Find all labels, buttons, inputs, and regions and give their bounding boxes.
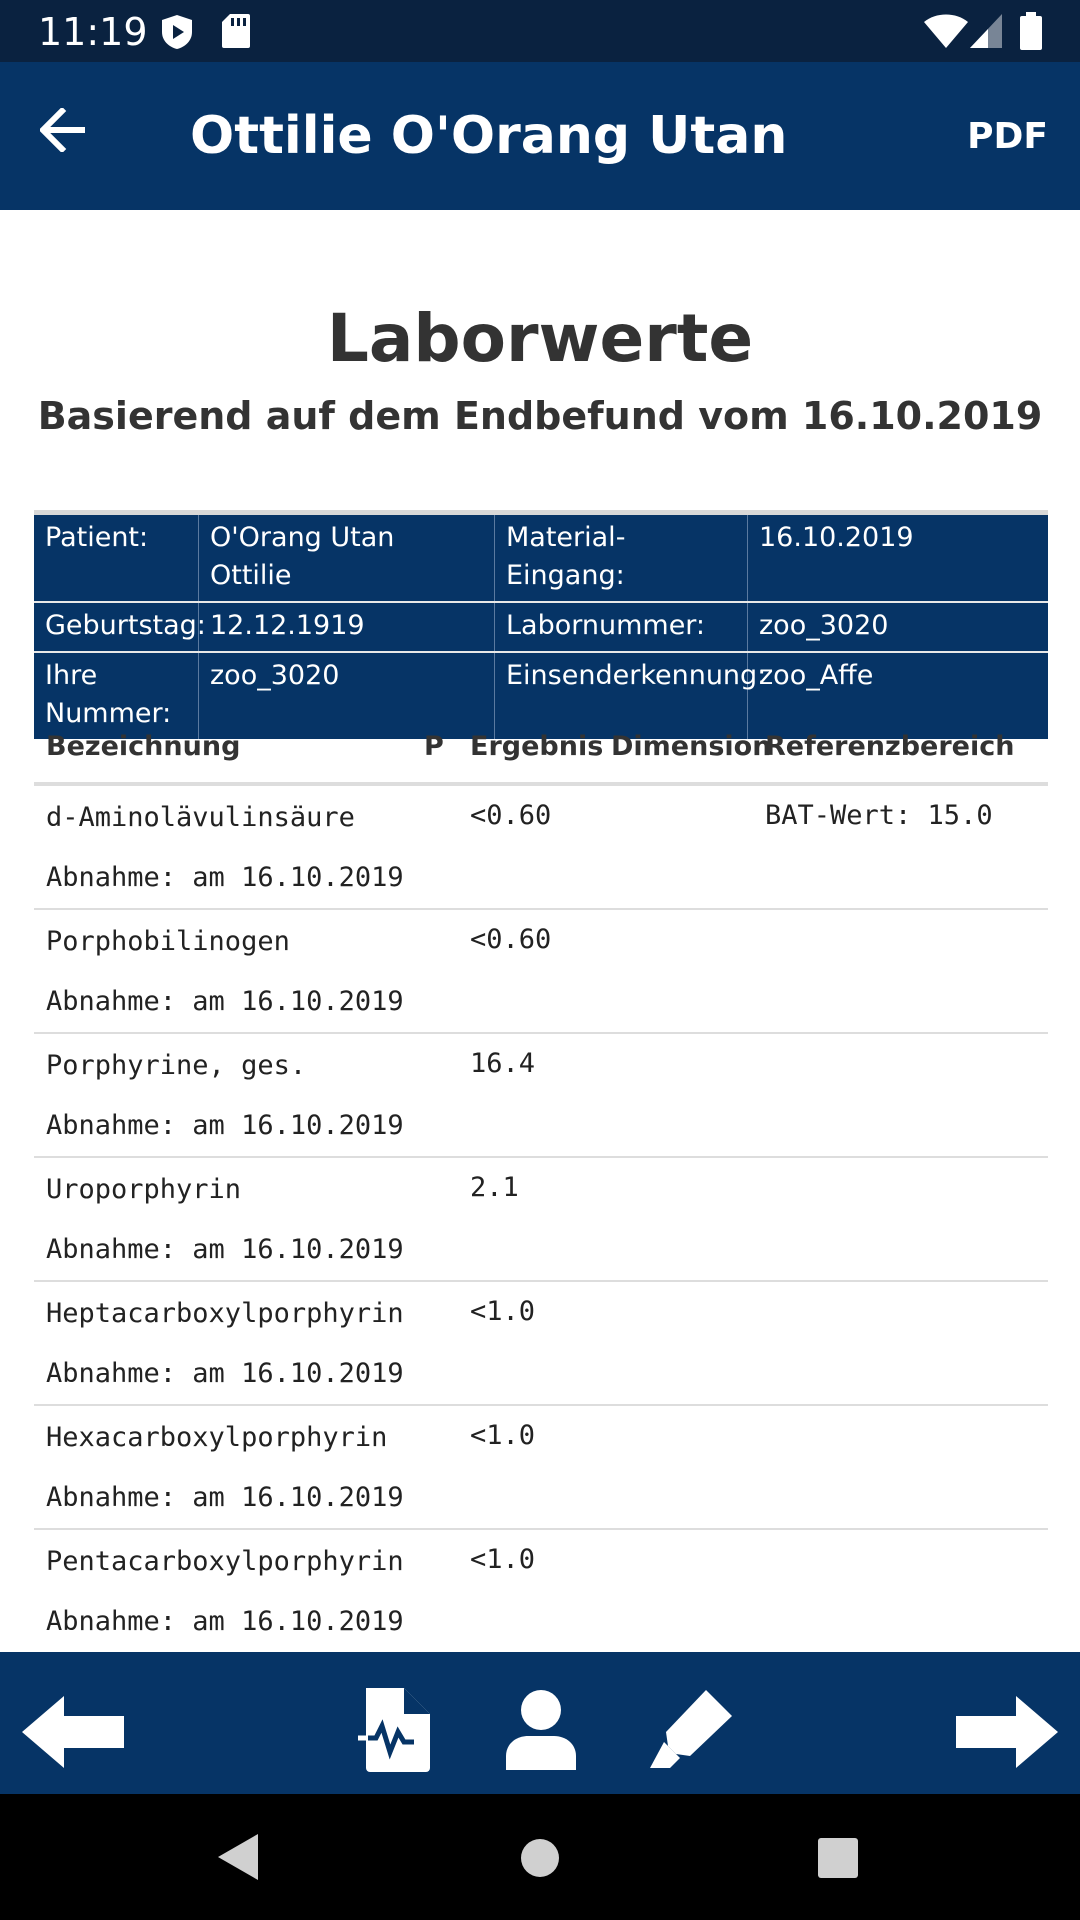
table-row[interactable] bbox=[34, 1406, 1048, 1530]
table-row[interactable] bbox=[34, 1034, 1048, 1158]
result-p bbox=[412, 1158, 458, 1280]
result-date: Abnahme: am 16.10.2019 bbox=[46, 1606, 404, 1637]
results-table bbox=[34, 710, 1048, 1652]
result-reference bbox=[753, 910, 1048, 1032]
info-label: Material-Eingang: bbox=[495, 515, 748, 601]
content-area[interactable] bbox=[0, 210, 1080, 1652]
result-reference bbox=[753, 1530, 1048, 1652]
header-ergebnis: Ergebnis bbox=[470, 730, 604, 762]
result-name-cell bbox=[34, 1160, 412, 1280]
result-p bbox=[412, 1406, 458, 1528]
result-name: Uroporphyrin bbox=[46, 1174, 242, 1205]
result-name: Porphyrine, ges. bbox=[46, 1050, 307, 1081]
nav-home-icon[interactable] bbox=[520, 1838, 560, 1883]
sd-card-icon bbox=[222, 14, 250, 53]
nav-back-icon[interactable] bbox=[218, 1834, 258, 1885]
result-name-cell bbox=[34, 788, 412, 908]
table-row[interactable] bbox=[34, 910, 1048, 1034]
info-label: Geburtstag: bbox=[34, 603, 199, 651]
result-dimension bbox=[599, 1034, 753, 1156]
info-value: zoo_3020 bbox=[759, 610, 889, 641]
result-name: Heptacarboxylporphyrin bbox=[46, 1298, 404, 1329]
result-value: 2.1 bbox=[470, 1172, 519, 1203]
result-p bbox=[412, 786, 458, 908]
info-label: Patient: bbox=[34, 515, 199, 601]
patient-name-title: Ottilie O'Orang Utan bbox=[190, 106, 788, 166]
user-icon[interactable] bbox=[506, 1690, 576, 1775]
result-dimension bbox=[599, 1406, 753, 1528]
status-time: 11:19 bbox=[38, 10, 148, 54]
result-name: Hexacarboxylporphyrin bbox=[46, 1422, 388, 1453]
system-nav-bar bbox=[0, 1794, 1080, 1920]
info-row bbox=[34, 603, 1048, 653]
result-date: Abnahme: am 16.10.2019 bbox=[46, 1234, 404, 1265]
result-name-cell bbox=[34, 1532, 412, 1652]
header-p: P bbox=[424, 730, 444, 762]
info-label: Einsenderkennung: bbox=[495, 653, 748, 739]
cell-signal-icon bbox=[970, 14, 1002, 53]
result-date: Abnahme: am 16.10.2019 bbox=[46, 862, 404, 893]
wifi-icon bbox=[924, 14, 968, 53]
arrow-left-icon[interactable] bbox=[22, 1696, 124, 1773]
result-p bbox=[412, 910, 458, 1032]
result-reference bbox=[753, 1282, 1048, 1404]
info-label: Labornummer: bbox=[495, 603, 748, 651]
battery-icon bbox=[1020, 12, 1042, 55]
bottom-action-bar bbox=[0, 1652, 1080, 1794]
result-reference bbox=[753, 1034, 1048, 1156]
patient-info-table bbox=[34, 510, 1048, 739]
result-value: <1.0 bbox=[470, 1296, 536, 1327]
info-row bbox=[34, 515, 1048, 603]
header-bezeichnung: Bezeichnung bbox=[46, 730, 241, 762]
result-name: Pentacarboxylporphyrin bbox=[46, 1546, 404, 1577]
pdf-button[interactable]: PDF bbox=[967, 116, 1048, 157]
nav-recents-icon[interactable] bbox=[818, 1838, 858, 1883]
result-date: Abnahme: am 16.10.2019 bbox=[46, 1110, 404, 1141]
lab-report-icon[interactable] bbox=[358, 1688, 430, 1777]
table-row[interactable] bbox=[34, 1530, 1048, 1652]
result-value: <1.0 bbox=[470, 1420, 536, 1451]
results-header bbox=[34, 710, 1048, 786]
info-value: 12.12.1919 bbox=[199, 603, 495, 651]
result-date: Abnahme: am 16.10.2019 bbox=[46, 986, 404, 1017]
shield-play-icon bbox=[160, 14, 194, 55]
info-value: 16.10.2019 bbox=[759, 522, 914, 553]
table-row[interactable] bbox=[34, 1282, 1048, 1406]
page-subtitle: Basierend auf dem Endbefund vom 16.10.2019 bbox=[37, 394, 1043, 438]
info-value: zoo_Affe bbox=[759, 660, 874, 691]
table-row[interactable] bbox=[34, 1158, 1048, 1282]
result-value: <1.0 bbox=[470, 1544, 536, 1575]
result-reference bbox=[753, 1158, 1048, 1280]
result-reference bbox=[753, 1406, 1048, 1528]
result-dimension bbox=[599, 1530, 753, 1652]
app-bar bbox=[0, 62, 1080, 210]
header-referenzbereich: Referenzbereich bbox=[765, 730, 1015, 762]
arrow-right-icon[interactable] bbox=[956, 1696, 1058, 1773]
header-dimension: Dimension bbox=[611, 730, 772, 762]
info-value: O'Orang Utan Ottilie bbox=[199, 515, 495, 601]
status-bar bbox=[0, 0, 1080, 62]
info-label: Ihre Nummer: bbox=[34, 653, 199, 739]
result-name: d-Aminolävulinsäure bbox=[46, 802, 355, 833]
result-value: <0.60 bbox=[470, 924, 552, 955]
table-row[interactable] bbox=[34, 786, 1048, 910]
result-dimension bbox=[599, 1158, 753, 1280]
result-dimension bbox=[599, 1282, 753, 1404]
result-dimension bbox=[599, 786, 753, 908]
result-date: Abnahme: am 16.10.2019 bbox=[46, 1358, 404, 1389]
result-name-cell bbox=[34, 1408, 412, 1528]
highlighter-icon[interactable] bbox=[646, 1690, 732, 1777]
result-value: 16.4 bbox=[470, 1048, 536, 1079]
result-dimension bbox=[599, 910, 753, 1032]
page-title: Laborwerte bbox=[326, 300, 754, 377]
back-arrow-icon[interactable] bbox=[40, 108, 100, 164]
result-name-cell bbox=[34, 1284, 412, 1404]
result-reference: BAT-Wert: 15.0 bbox=[765, 800, 993, 831]
result-name-cell bbox=[34, 912, 412, 1032]
result-name-cell bbox=[34, 1036, 412, 1156]
info-value: zoo_3020 bbox=[199, 653, 495, 739]
result-date: Abnahme: am 16.10.2019 bbox=[46, 1482, 404, 1513]
result-name: Porphobilinogen bbox=[46, 926, 290, 957]
result-p bbox=[412, 1282, 458, 1404]
result-p bbox=[412, 1530, 458, 1652]
result-p bbox=[412, 1034, 458, 1156]
result-value: <0.60 bbox=[470, 800, 552, 831]
